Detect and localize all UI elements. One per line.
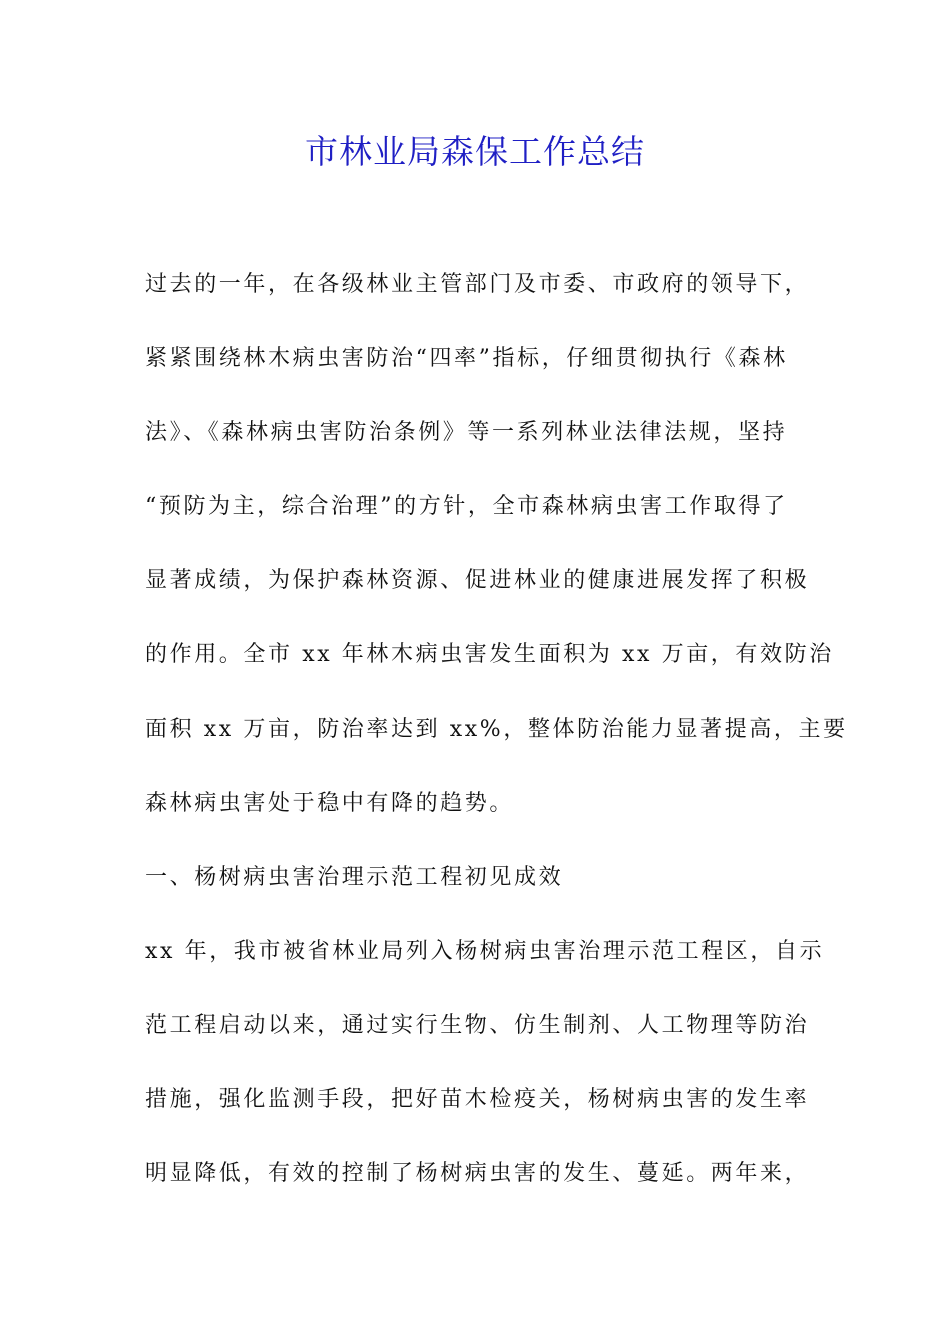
body-line: 范工程启动以来，通过实行生物、仿生制剂、人工物理等防治 <box>145 1012 810 1038</box>
body-line: 的作用。全市 xx 年林木病虫害发生面积为 xx 万亩，有效防治 <box>145 642 834 668</box>
body-line: 明显降低，有效的控制了杨树病虫害的发生、蔓延。两年来， <box>145 1161 810 1187</box>
body-line: 面积 xx 万亩，防治率达到 xx%，整体防治能力显著提高，主要 <box>145 716 848 742</box>
body-line: 森林病虫害处于稳中有降的趋势。 <box>145 790 515 816</box>
body-line: 紧紧围绕林木病虫害防治“四率”指标，仔细贯彻执行《森林 <box>145 346 788 372</box>
document-title: 市林业局森保工作总结 <box>305 132 645 171</box>
document-body <box>145 260 848 1223</box>
body-line: “预防为主，综合治理”的方针，全市森林病虫害工作取得了 <box>145 494 788 520</box>
body-line: 措施，强化监测手段，把好苗木检疫关，杨树病虫害的发生率 <box>145 1087 810 1113</box>
body-line: 过去的一年，在各级林业主管部门及市委、市政府的领导下， <box>145 272 810 297</box>
body-line: xx 年，我市被省林业局列入杨树病虫害治理示范工程区，自示 <box>145 938 825 964</box>
body-line: 显著成绩，为保护森林资源、促进林业的健康进展发挥了积极 <box>145 568 810 594</box>
body-line: 法》、《森林病虫害防治条例》等一系列林业法律法规，坚持 <box>145 420 788 446</box>
section-heading: 一、杨树病虫害治理示范工程初见成效 <box>145 864 564 890</box>
